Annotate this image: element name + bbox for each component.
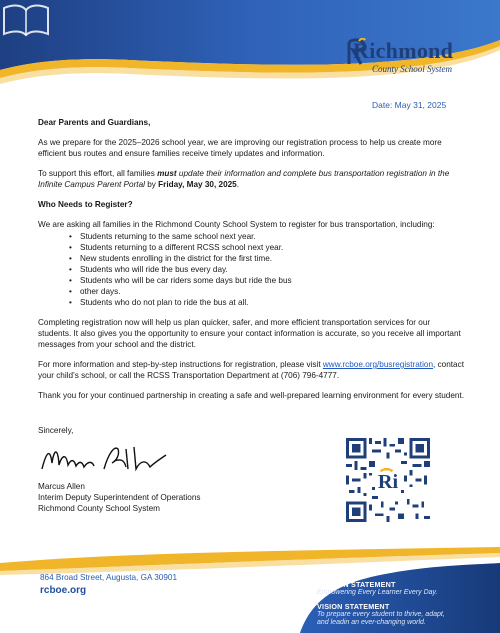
- logo-wordmark: Richmond: [353, 38, 454, 63]
- district-logo: [345, 38, 465, 80]
- vision-text-line2: and leadin an ever-changing world.: [317, 619, 426, 626]
- logo-subtitle: County School System: [372, 64, 452, 74]
- svg-text:Ri: Ri: [377, 470, 399, 493]
- footer-website-link[interactable]: rcboe.org: [40, 585, 87, 596]
- qr-code[interactable]: [346, 437, 430, 523]
- intro-paragraph: As we prepare for the 2025–2026 school year, we are improving our registration process to help us create more efficient bus routes and ensure families receive timely updates and information.: [38, 138, 442, 158]
- thanks-paragraph: Thank you for your continued partnership in creating a safe and well-prepared learning environment for every student.: [38, 391, 464, 400]
- list-item: • Students who will ride the bus every day.: [80, 264, 464, 275]
- letter-date: Date: May 31, 2025: [372, 100, 447, 110]
- registration-list: [38, 231, 464, 308]
- completing-paragraph: Completing registration now will help us plan quicker, safer, and more efficient transportation services for our students. It also gives you the opportunity to ensure your contact information is accurate, so you receive all important messages from your school and the district.: [38, 318, 461, 349]
- letter-body: [38, 117, 464, 410]
- signer-name: Marcus Allen: [38, 482, 85, 491]
- support-paragraph: To support this effort, all families must update their information and complete bus transportation registration in the Infinite Campus Parent Portal by Friday, May 30, 2025.: [38, 169, 450, 189]
- who-heading: Who Needs to Register?: [38, 200, 133, 209]
- mission-vision: [317, 580, 497, 628]
- list-item: • Students returning to a different RCSS school next year.: [80, 242, 464, 253]
- greeting: Dear Parents and Guardians,: [38, 118, 151, 127]
- list-item: • New students enrolling in the district for the first time.: [80, 253, 464, 264]
- who-intro: We are asking all families in the Richmond County School System to register for bus transportation, including:: [38, 220, 435, 229]
- list-item: • other days.: [80, 286, 464, 297]
- footer-address: 864 Broad Street, Augusta, GA 30901: [40, 573, 178, 582]
- info-paragraph: For more information and step-by-step instructions for registration, please visit www.rcboe.org/busregistration, contact your child’s school, or call the RCSS Transportation Department at (706) 796-4777.: [38, 360, 464, 380]
- list-item: • Students who will be car riders some days but ride the bus: [80, 275, 464, 286]
- closing: Sincerely,: [38, 426, 74, 435]
- signer-organization: Richmond County School System: [38, 504, 160, 513]
- mission-title: MISSION STATEMENT: [317, 580, 396, 589]
- vision-text-line1: To prepare every student to thrive, adapt,: [317, 610, 445, 618]
- mission-text: Empowering Every Learner Every Day.: [317, 589, 438, 596]
- handwritten-signature: [38, 439, 173, 479]
- signer-title: Interim Deputy Superintendent of Operations: [38, 493, 201, 502]
- bus-registration-link[interactable]: www.rcboe.org/busregistration: [322, 360, 434, 369]
- vision-title: VISION STATEMENT: [317, 601, 390, 611]
- signature-block: [38, 425, 298, 514]
- list-item: • Students returning to the same school next year.: [80, 231, 464, 242]
- list-item: • Students who do not plan to ride the bus at all.: [80, 297, 464, 308]
- book-icon: [0, 0, 52, 40]
